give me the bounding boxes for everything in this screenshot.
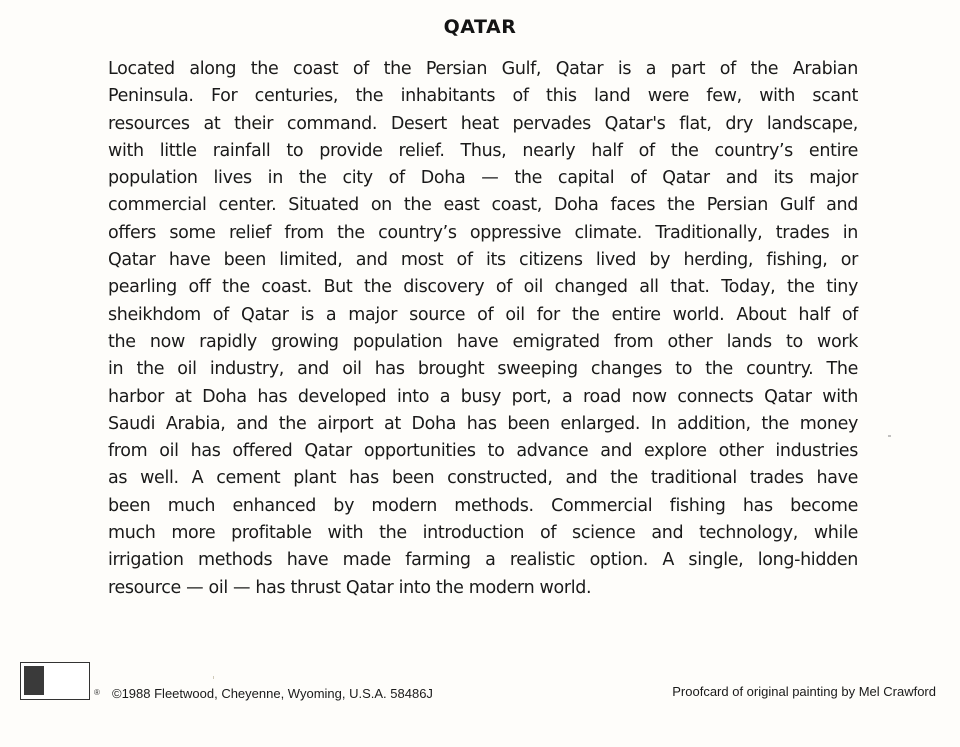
body-line: Saudi Arabia, and the airport at Doha has been enlarged. In addition, the money xyxy=(108,413,858,434)
body-line: population lives in the city of Doha — the capital of Qatar and its major xyxy=(108,168,858,189)
card-title: QATAR xyxy=(443,16,517,38)
body-line: harbor at Doha has developed into a busy port, a road now connects Qatar with xyxy=(108,386,858,407)
body-line: irrigation methods have made farming a realistic option. A single, long-hidden xyxy=(108,550,858,571)
body-line: much more profitable with the introduction of science and technology, while xyxy=(108,523,858,544)
body-line: from oil has offered Qatar opportunities to advance and explore other industries xyxy=(108,441,858,462)
body-line: with little rainfall to provide relief. Thus, nearly half of the country’s entire xyxy=(108,140,858,161)
logo-fill-block xyxy=(24,666,44,695)
painting-credit: Proofcard of original painting by Mel Crawford xyxy=(672,684,936,699)
body-line: resources at their command. Desert heat pervades Qatar's flat, dry landscape, xyxy=(108,113,858,134)
body-line: in the oil industry, and oil has brought sweeping changes to the country. The xyxy=(108,359,858,380)
registered-mark: ® xyxy=(94,688,100,697)
body-line: commercial center. Situated on the east coast, Doha faces the Persian Gulf and xyxy=(108,195,858,216)
paper-speck xyxy=(888,435,891,437)
body-line: been much enhanced by modern methods. Commercial fishing has become xyxy=(108,495,858,516)
body-line: Peninsula. For centuries, the inhabitants of this land were few, with scant xyxy=(108,86,858,107)
body-line: offers some relief from the country’s oppressive climate. Traditionally, trades in xyxy=(108,222,858,243)
body-line: resource — oil — has thrust Qatar into the modern world. xyxy=(108,577,592,598)
body-line: the now rapidly growing population have emigrated from other lands to work xyxy=(108,331,858,352)
card-body-text xyxy=(108,56,858,602)
body-line: Qatar have been limited, and most of its citizens lived by herding, fishing, or xyxy=(108,250,858,271)
card-footer xyxy=(0,662,960,707)
body-line: Located along the coast of the Persian Gulf, Qatar is a part of the Arabian xyxy=(108,59,858,79)
body-line: sheikhdom of Qatar is a major source of oil for the entire world. About half of xyxy=(108,304,858,325)
body-line: as well. A cement plant has been constructed, and the traditional trades have xyxy=(108,468,858,489)
publisher-logo-icon xyxy=(20,662,90,700)
copyright-text: ©1988 Fleetwood, Cheyenne, Wyoming, U.S.A. 58486J xyxy=(112,686,433,701)
body-line: pearling off the coast. But the discovery of oil changed all that. Today, the tiny xyxy=(108,277,858,298)
